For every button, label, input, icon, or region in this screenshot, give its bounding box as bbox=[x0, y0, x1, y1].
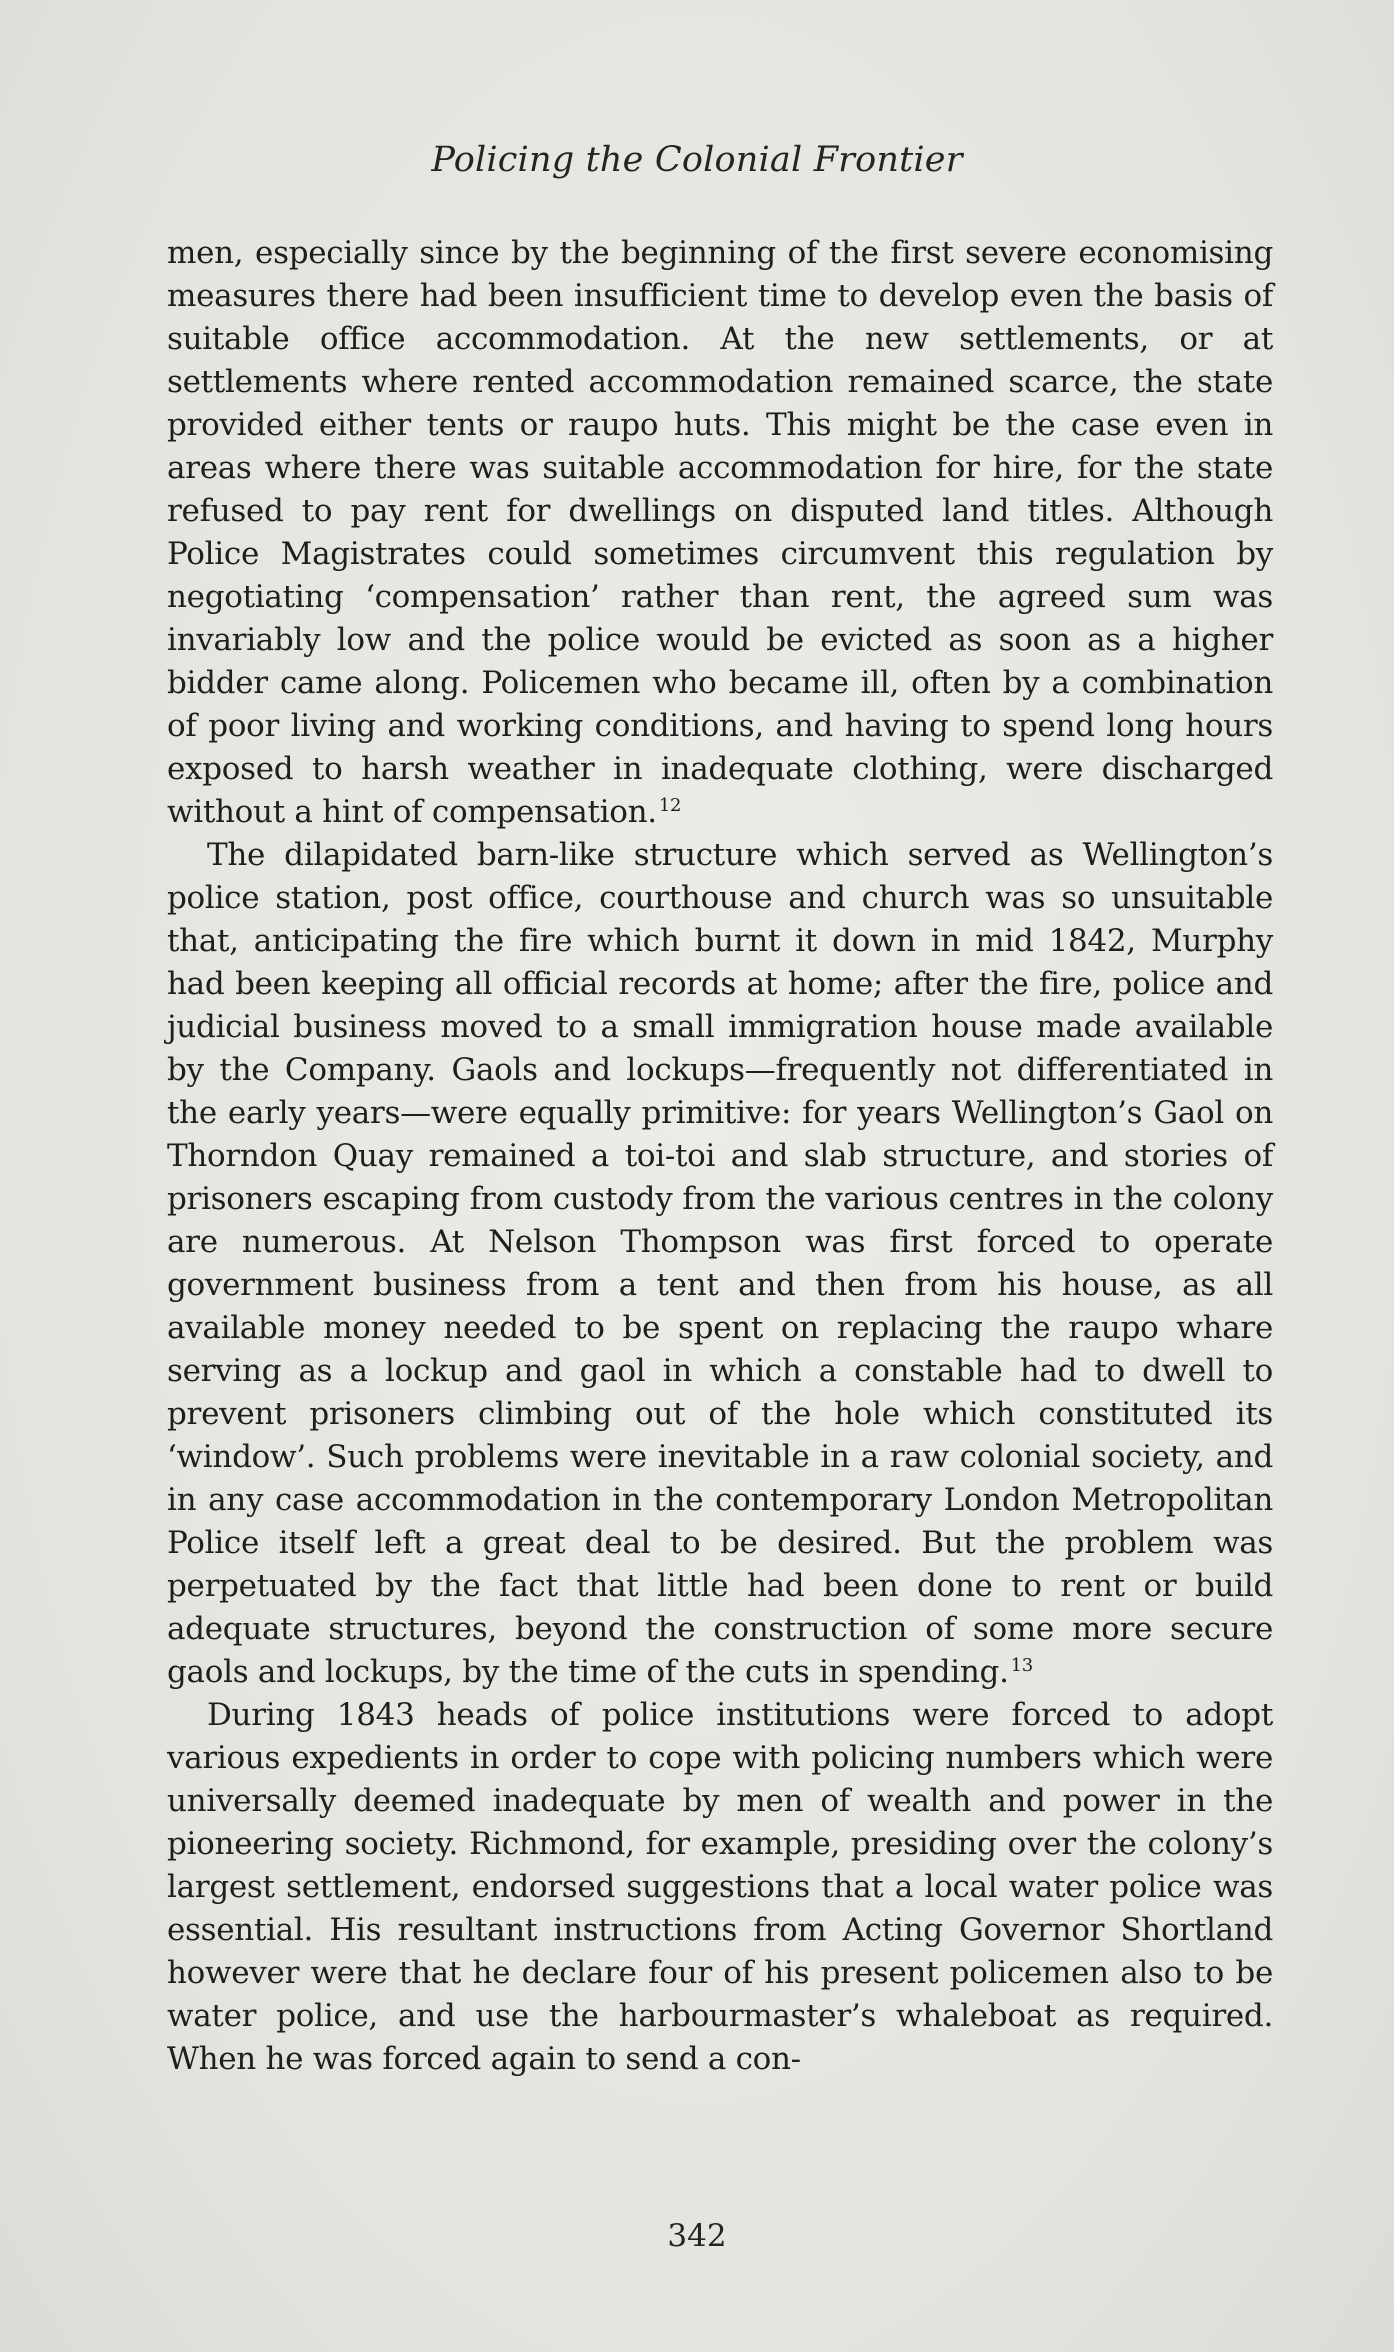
body-text bbox=[167, 232, 1273, 2081]
paragraph-1 bbox=[167, 232, 1273, 834]
running-head: Policing the Colonial Frontier bbox=[431, 140, 963, 180]
paragraph-3-text: During 1843 heads of police institutions were forced to adopt various expedients in order to cope with policing numbers which were universally deemed inadequate by men of wealth and power in the pioneering society. Richmond, for example, presiding over the colony’s largest settlement, endorsed suggestions that a local water police was essential. His resultant instructions from Acting Governor Shortland however were that he declare four of his present policemen also to be water police, and use the harbourmaster’s whaleboat as required. When he was forced again to send a con- bbox=[167, 1697, 1273, 2077]
paragraph-1-text: men, especially since by the beginning of the first severe economising measures there had been insufficient time to develop even the basis of suitable office accommodation. At the new settlements, or at settlements where rented accommodation remained scarce, the state provided either tents or raupo huts. This might be the case even in areas where there was suitable accommodation for hire, for the state refused to pay rent for dwellings on disputed land titles. Although Police Magistrates could sometimes circumvent this regulation by negotiating ‘compensation’ rather than rent, the agreed sum was invariably low and the police would be evicted as soon as a higher bidder came along. Policemen who became ill, often by a combination of poor living and working conditions, and having to spend long hours exposed to harsh weather in inadequate clothing, were discharged without a hint of compensation. bbox=[167, 235, 1273, 830]
footnote-ref-12[interactable]: 12 bbox=[658, 794, 682, 816]
paragraph-2 bbox=[167, 834, 1273, 1694]
page-number: 342 bbox=[667, 2218, 727, 2254]
footnote-ref-13[interactable]: 13 bbox=[1010, 1654, 1033, 1676]
paragraph-2-text: The dilapidated barn-like structure which served as Wellington’s police station, post office, courthouse and church was so unsuitable that, anticipating the fire which burnt it down in mid 1842, Murphy had been keeping all official records at home; after the fire, police and judicial business moved to a small immigration house made available by the Company. Gaols and lockups—frequently not differentiated in the early years—were equally primitive: for years Wellington’s Gaol on Thorndon Quay remained a toi-toi and slab structure, and stories of prisoners escaping from custody from the various centres in the colony are numerous. At Nelson Thompson was first forced to operate government business from a tent and then from his house, as all available money needed to be spent on replacing the raupo whare serving as a lockup and gaol in which a constable had to dwell to prevent prisoners climbing out of the hole which constituted its ‘window’. Such problems were inevitable in a raw colonial society, and in any case accommodation in the contemporary London Metropolitan Police itself left a great deal to be desired. But the problem was perpetuated by the fact that little had been done to rent or build adequate structures, beyond the construction of some more secure gaols and lockups, by the time of the cuts in spending. bbox=[167, 837, 1273, 1690]
paragraph-3 bbox=[167, 1694, 1273, 2081]
